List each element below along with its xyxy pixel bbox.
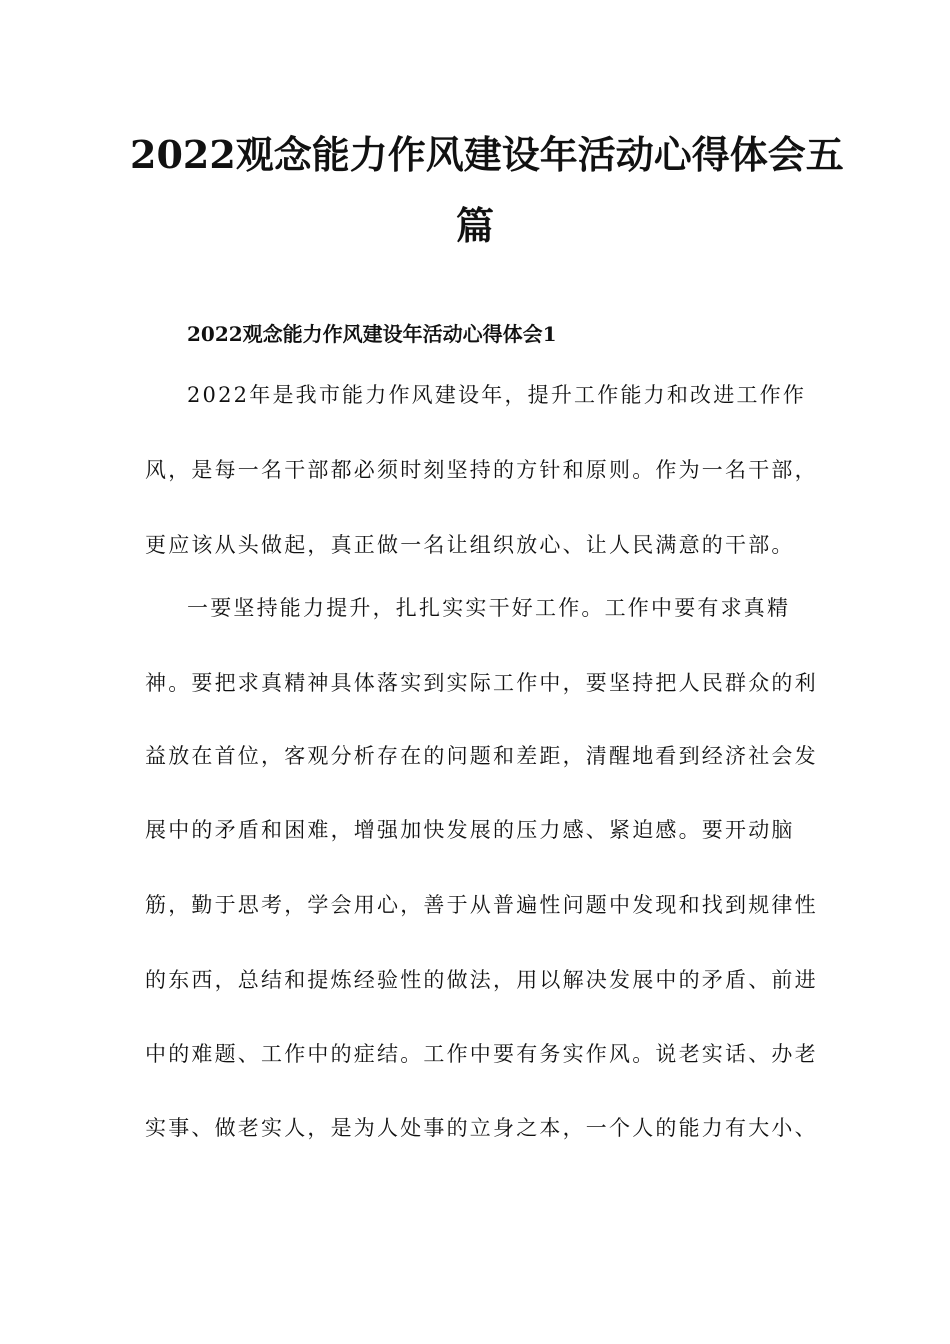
body-text-line: 神。要把求真精神具体落实到实际工作中，要坚持把人民群众的利	[145, 671, 818, 695]
document-title-line-2: 篇	[455, 203, 494, 248]
body-text-line: 实事、做老实人，是为人处事的立身之本，一个人的能力有大小、	[145, 1116, 818, 1140]
body-text-line: 的东西，总结和提炼经验性的做法，用以解决发展中的矛盾、前进	[145, 968, 818, 992]
body-text-line: 一要坚持能力提升，扎扎实实干好工作。工作中要有求真精	[187, 596, 791, 620]
body-text-line: 风，是每一名干部都必须时刻坚持的方针和原则。作为一名干部，	[145, 458, 818, 482]
body-text-line: 益放在首位，客观分析存在的问题和差距，清醒地看到经济社会发	[145, 744, 818, 768]
document-title-line-1: 2022观念能力作风建设年活动心得体会五	[130, 132, 844, 177]
body-text-line: 中的难题、工作中的症结。工作中要有务实作风。说老实话、办老	[145, 1042, 818, 1066]
section-heading: 2022观念能力作风建设年活动心得体会1	[187, 322, 557, 346]
body-text-line: 2022年是我市能力作风建设年，提升工作能力和改进工作作	[187, 383, 807, 407]
body-text-line: 筋，勤于思考，学会用心，善于从普遍性问题中发现和找到规律性	[145, 893, 818, 917]
body-text-line: 展中的矛盾和困难，增强加快发展的压力感、紧迫感。要开动脑	[145, 818, 795, 842]
body-text-line: 更应该从头做起，真正做一名让组织放心、让人民满意的干部。	[145, 533, 795, 557]
